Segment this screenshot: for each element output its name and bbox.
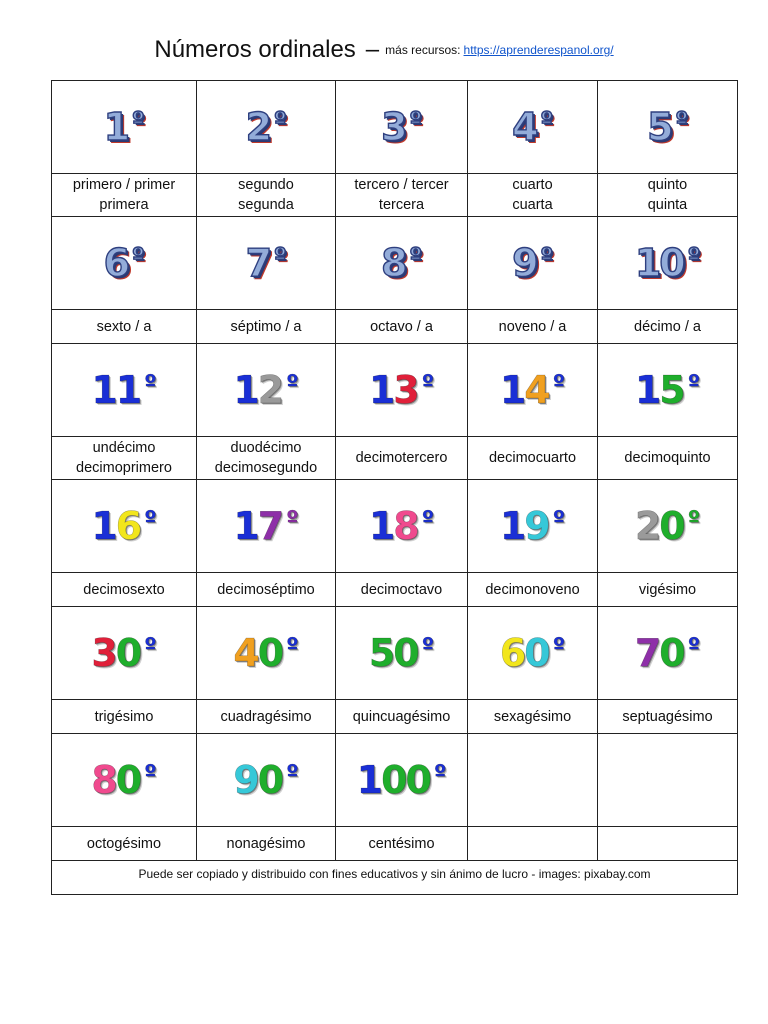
ordinal-indicator: º bbox=[144, 634, 157, 659]
ordinal-indicator: º bbox=[286, 371, 299, 396]
numeral-digit: 3 bbox=[381, 105, 406, 149]
ordinal-label: quinta bbox=[647, 197, 688, 213]
ordinal-indicator: º bbox=[144, 761, 157, 786]
numeral-digit: 3 bbox=[91, 631, 116, 675]
label-cell bbox=[468, 437, 598, 480]
ordinal-label: undécimo bbox=[92, 440, 156, 456]
numeral-digit: 5 bbox=[368, 631, 394, 675]
ordinal-label: octogésimo bbox=[86, 835, 162, 852]
numeral-digit: 1 bbox=[91, 504, 116, 548]
numeral-digit: 1 bbox=[368, 368, 394, 412]
label-cell bbox=[336, 437, 468, 480]
numeral-digit: 1 bbox=[499, 504, 525, 548]
numeral-digit: 0 bbox=[257, 631, 283, 675]
numeral-digit: 1 bbox=[634, 368, 660, 412]
ordinal-numeral bbox=[91, 368, 157, 412]
ordinal-label: decimosegundo bbox=[214, 460, 318, 476]
label-cell bbox=[52, 700, 197, 734]
numeral-digit: 8 bbox=[393, 504, 418, 548]
numeral-cell bbox=[52, 734, 197, 827]
label-cell bbox=[52, 174, 197, 217]
ordinal-numeral bbox=[634, 368, 701, 412]
ordinal-numeral bbox=[245, 241, 287, 285]
numeral-digit: 0 bbox=[381, 758, 406, 802]
ordinal-label: quinto bbox=[647, 177, 688, 193]
ordinal-numeral bbox=[103, 105, 145, 149]
ordinal-label: septuagésimo bbox=[622, 708, 713, 725]
numeral-cell bbox=[336, 607, 468, 700]
numeral-digit: 1 bbox=[634, 241, 660, 285]
ordinal-label: decimoquinto bbox=[624, 450, 711, 466]
ordinal-indicator: º bbox=[675, 108, 688, 133]
numeral-cell bbox=[52, 344, 197, 437]
ordinal-numeral bbox=[512, 105, 553, 149]
numeral-digit: 1 bbox=[356, 758, 382, 802]
label-cell bbox=[598, 174, 738, 217]
ordinal-label: cuarto bbox=[512, 177, 553, 193]
numeral-cell bbox=[336, 217, 468, 310]
ordinal-indicator: º bbox=[409, 244, 422, 269]
ordinal-label: centésimo bbox=[368, 835, 435, 852]
label-cell bbox=[52, 573, 197, 607]
numeral-row bbox=[52, 344, 738, 437]
ordinal-numeral bbox=[499, 368, 566, 412]
ordinal-indicator: º bbox=[421, 507, 435, 532]
ordinal-label: sexto / a bbox=[96, 318, 152, 335]
ordinal-numeral bbox=[356, 758, 447, 802]
ordinal-indicator: º bbox=[687, 371, 701, 396]
label-cell bbox=[598, 310, 738, 344]
ordinal-indicator: º bbox=[433, 761, 447, 786]
title-dash: – bbox=[365, 36, 380, 63]
numeral-digit: 0 bbox=[659, 241, 684, 285]
ordinal-numeral bbox=[634, 241, 701, 285]
numeral-row bbox=[52, 607, 738, 700]
numeral-digit: 7 bbox=[634, 631, 660, 675]
ordinal-numeral bbox=[233, 368, 299, 412]
ordinal-label: cuarta bbox=[512, 197, 553, 213]
ordinal-label: primero / primer bbox=[72, 177, 176, 193]
numeral-digit: 0 bbox=[393, 631, 418, 675]
numeral-cell bbox=[468, 607, 598, 700]
ordinal-indicator: º bbox=[687, 244, 701, 269]
numeral-row bbox=[52, 217, 738, 310]
numeral-digit: 8 bbox=[91, 758, 116, 802]
numeral-digit: 0 bbox=[659, 631, 684, 675]
numeral-digit: 0 bbox=[257, 758, 283, 802]
numeral-cell bbox=[336, 480, 468, 573]
numeral-digit: 1 bbox=[233, 504, 258, 548]
numeral-digit: 0 bbox=[659, 504, 684, 548]
ordinal-label: vigésimo bbox=[638, 581, 697, 598]
ordinal-numeral bbox=[381, 105, 422, 149]
numeral-digit: 3 bbox=[393, 368, 418, 412]
ordinal-numeral bbox=[634, 631, 701, 675]
numeral-digit: 2 bbox=[634, 504, 660, 548]
ordinal-label: nonagésimo bbox=[226, 835, 306, 852]
numeral-cell bbox=[598, 480, 738, 573]
numeral-digit: 6 bbox=[103, 241, 129, 285]
ordinal-label: quincuagésimo bbox=[352, 708, 451, 725]
numeral-digit: 0 bbox=[524, 631, 549, 675]
ordinal-indicator: º bbox=[144, 507, 157, 532]
numeral-cell bbox=[52, 607, 197, 700]
numeral-cell bbox=[52, 217, 197, 310]
numeral-digit: 4 bbox=[512, 105, 537, 149]
ordinal-label: decimosexto bbox=[83, 581, 165, 598]
numeral-cell bbox=[468, 480, 598, 573]
numeral-digit: 4 bbox=[524, 368, 549, 412]
numeral-digit: 8 bbox=[381, 241, 406, 285]
ordinal-indicator: º bbox=[421, 371, 435, 396]
ordinal-numeral bbox=[368, 504, 435, 548]
ordinal-label: octavo / a bbox=[370, 318, 433, 335]
numeral-cell bbox=[197, 344, 336, 437]
ordinal-numeral bbox=[233, 631, 299, 675]
ordinal-indicator: º bbox=[132, 244, 145, 269]
numeral-digit: 1 bbox=[91, 368, 116, 412]
label-cell bbox=[336, 700, 468, 734]
label-cell bbox=[336, 174, 468, 217]
ordinal-label: decimonoveno bbox=[485, 581, 580, 598]
label-cell bbox=[468, 573, 598, 607]
ordinal-indicator: º bbox=[286, 507, 299, 532]
ordinal-label: décimo / a bbox=[634, 318, 701, 335]
ordinal-indicator: º bbox=[540, 108, 553, 133]
page-header bbox=[0, 36, 768, 64]
ordinal-label: trigésimo bbox=[94, 708, 154, 725]
footer-note: Puede ser copiado y distribuido con fines educativos y sin ánimo de lucro - images: pixabay.com bbox=[138, 867, 651, 881]
ordinal-label: duodécimo bbox=[230, 440, 302, 456]
ordinal-numeral bbox=[368, 368, 435, 412]
numeral-digit: 2 bbox=[257, 368, 283, 412]
numeral-digit: 6 bbox=[115, 504, 141, 548]
numeral-digit: 1 bbox=[115, 368, 141, 412]
numeral-row bbox=[52, 734, 738, 827]
numeral-cell bbox=[52, 81, 197, 174]
numeral-digit: 7 bbox=[245, 241, 271, 285]
label-cell bbox=[197, 174, 336, 217]
numeral-digit: 1 bbox=[499, 368, 525, 412]
numeral-cell bbox=[197, 734, 336, 827]
label-cell bbox=[468, 174, 598, 217]
numeral-digit: 2 bbox=[245, 105, 271, 149]
ordinal-indicator: º bbox=[286, 761, 299, 786]
label-cell bbox=[468, 700, 598, 734]
ordinal-numeral bbox=[381, 241, 422, 285]
label-row bbox=[52, 827, 738, 861]
numeral-cell bbox=[468, 344, 598, 437]
numeral-digit: 5 bbox=[659, 368, 684, 412]
numeral-row bbox=[52, 480, 738, 573]
numeral-cell bbox=[197, 480, 336, 573]
label-cell bbox=[52, 827, 197, 861]
ordinal-numeral bbox=[233, 504, 299, 548]
label-cell bbox=[336, 573, 468, 607]
numeral-cell bbox=[336, 734, 468, 827]
ordinal-numeral bbox=[634, 504, 701, 548]
ordinal-numeral bbox=[499, 631, 566, 675]
ordinal-indicator: º bbox=[421, 634, 435, 659]
numeral-cell bbox=[468, 81, 598, 174]
numeral-digit: 9 bbox=[233, 758, 258, 802]
ordinal-label: noveno / a bbox=[498, 318, 567, 335]
ordinal-label: tercero / tercer bbox=[354, 177, 449, 193]
label-cell bbox=[197, 700, 336, 734]
label-cell bbox=[598, 700, 738, 734]
ordinal-numeral bbox=[91, 631, 157, 675]
numeral-digit: 6 bbox=[499, 631, 525, 675]
numeral-digit: 9 bbox=[524, 504, 549, 548]
label-row bbox=[52, 573, 738, 607]
numeral-digit: 7 bbox=[257, 504, 283, 548]
ordinal-label: decimotercero bbox=[355, 450, 448, 466]
ordinal-indicator: º bbox=[144, 371, 157, 396]
ordinal-numeral bbox=[512, 241, 553, 285]
label-cell bbox=[197, 573, 336, 607]
label-row bbox=[52, 174, 738, 217]
ordinal-indicator: º bbox=[286, 634, 299, 659]
ordinal-indicator: º bbox=[552, 634, 566, 659]
label-cell bbox=[197, 437, 336, 480]
label-cell bbox=[336, 827, 468, 861]
ordinal-label: decimoséptimo bbox=[217, 581, 315, 598]
ordinal-numeral bbox=[368, 631, 435, 675]
label-cell bbox=[468, 827, 598, 861]
footer-cell bbox=[52, 861, 738, 895]
label-cell bbox=[197, 310, 336, 344]
ordinal-indicator: º bbox=[274, 244, 287, 269]
label-row bbox=[52, 700, 738, 734]
numeral-digit: 9 bbox=[512, 241, 537, 285]
numeral-cell bbox=[197, 81, 336, 174]
numeral-cell bbox=[197, 607, 336, 700]
numeral-cell bbox=[598, 81, 738, 174]
label-cell bbox=[52, 437, 197, 480]
ordinal-indicator: º bbox=[687, 507, 701, 532]
ordinal-indicator: º bbox=[687, 634, 701, 659]
numeral-row bbox=[52, 81, 738, 174]
ordinal-indicator: º bbox=[132, 108, 145, 133]
ordinal-label: séptimo / a bbox=[230, 318, 302, 335]
resources-label: más recursos: bbox=[385, 43, 461, 57]
numeral-digit: 1 bbox=[368, 504, 394, 548]
numeral-cell bbox=[468, 734, 598, 827]
ordinal-label: decimocuarto bbox=[488, 450, 577, 466]
ordinal-numeral bbox=[233, 758, 299, 802]
ordinal-label: decimoctavo bbox=[360, 581, 443, 598]
label-row bbox=[52, 310, 738, 344]
numeral-cell bbox=[336, 344, 468, 437]
label-cell bbox=[598, 573, 738, 607]
ordinal-indicator: º bbox=[274, 108, 287, 133]
numeral-digit: 1 bbox=[103, 105, 129, 149]
page-title: Números ordinales bbox=[154, 36, 356, 63]
ordinal-label: segundo bbox=[238, 177, 294, 193]
numeral-cell bbox=[468, 217, 598, 310]
numeral-digit: 0 bbox=[115, 631, 141, 675]
label-cell bbox=[52, 310, 197, 344]
numeral-cell bbox=[52, 480, 197, 573]
numeral-cell bbox=[598, 217, 738, 310]
numeral-digit: 4 bbox=[233, 631, 258, 675]
numeral-cell bbox=[598, 734, 738, 827]
numeral-digit: 5 bbox=[647, 105, 672, 149]
ordinal-indicator: º bbox=[552, 507, 566, 532]
ordinal-numeral bbox=[647, 105, 688, 149]
ordinal-label: sexagésimo bbox=[493, 708, 572, 725]
ordinal-indicator: º bbox=[409, 108, 422, 133]
ordinal-label: cuadragésimo bbox=[220, 708, 312, 725]
ordinal-label: segunda bbox=[238, 197, 294, 213]
resources-link[interactable]: https://aprenderespanol.org/ bbox=[463, 43, 614, 57]
label-cell bbox=[336, 310, 468, 344]
ordinals-table bbox=[51, 80, 738, 895]
label-row bbox=[52, 437, 738, 480]
numeral-cell bbox=[197, 217, 336, 310]
numeral-digit: 0 bbox=[115, 758, 141, 802]
label-cell bbox=[197, 827, 336, 861]
ordinal-numeral bbox=[499, 504, 566, 548]
ordinal-label: primera bbox=[99, 197, 149, 213]
numeral-digit: 0 bbox=[405, 758, 430, 802]
numeral-cell bbox=[598, 344, 738, 437]
ordinal-label: decimoprimero bbox=[76, 460, 172, 476]
numeral-cell bbox=[336, 81, 468, 174]
ordinal-indicator: º bbox=[540, 244, 553, 269]
ordinal-numeral bbox=[245, 105, 287, 149]
label-cell bbox=[598, 437, 738, 480]
numeral-cell bbox=[598, 607, 738, 700]
label-cell bbox=[468, 310, 598, 344]
ordinal-indicator: º bbox=[552, 371, 566, 396]
label-cell bbox=[598, 827, 738, 861]
ordinal-numeral bbox=[103, 241, 145, 285]
numeral-digit: 1 bbox=[233, 368, 258, 412]
ordinal-numeral bbox=[91, 758, 157, 802]
ordinal-label: tercera bbox=[378, 197, 425, 213]
ordinal-numeral bbox=[91, 504, 157, 548]
